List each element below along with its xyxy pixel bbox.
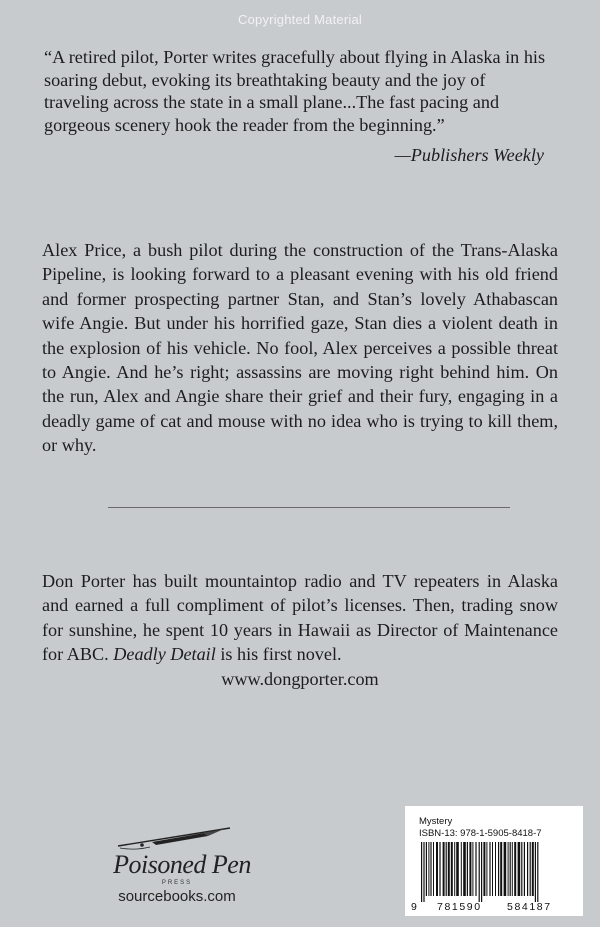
- bio-book-title: Deadly Detail: [113, 644, 216, 665]
- barcode-digits-left: 781590: [437, 901, 482, 913]
- review-quote: “A retired pilot, Porter writes gracefully about flying in Alaska in his soaring debut, evoking its breathtaking beauty and the joy of traveling across the state in a small plane...The fast pacing and gorgeous scenery hook the reader from the beginning.”: [44, 47, 546, 135]
- publisher-press-label: PRESS: [161, 880, 193, 886]
- barcode-digit-lead: 9: [411, 901, 417, 913]
- book-synopsis: Alex Price, a bush pilot during the construction of the Trans-Alaska Pipeline, is looking forward to a pleasant evening with his old friend and former prospecting partner Stan, and Stan’s lovely Athabascan wife Angie. But under his horrified gaze, Stan dies a violent death in the explosion of his vehicle. No fool, Alex perceives a possible threat to Angie. And he’s right; assassins are moving right behind him. On the run, Alex and Angie share their grief and their fury, engaging in a deadly game of cat and mouse with no idea who is trying to kill them, or why.: [42, 240, 558, 456]
- divider: [108, 507, 510, 508]
- author-bio: [42, 569, 558, 667]
- copyright-watermark: Copyrighted Material: [238, 12, 362, 27]
- barcode-digits-right: 584187: [507, 901, 552, 913]
- review-attribution: —Publishers Weekly: [394, 145, 544, 165]
- bio-text-after: is his first novel.: [215, 644, 342, 665]
- barcode-panel: [405, 806, 583, 916]
- publisher-url: sourcebooks.com: [118, 888, 236, 905]
- publisher-logo: [92, 824, 262, 904]
- isbn-label: ISBN-13: 978-1-5905-8418-7: [419, 828, 542, 839]
- author-website: www.dongporter.com: [221, 669, 379, 689]
- barcode-icon: [419, 842, 577, 902]
- genre-label: Mystery: [419, 816, 453, 827]
- bio-text-before: Don Porter has built mountaintop radio and TV repeaters in Alaska and earned a full compliment of pilot’s licenses. Then, trading snow for sunshine, he spent 10 years in Hawaii as Director of Maintenance for ABC.: [42, 571, 558, 665]
- publisher-logo-text: Poisoned Pen: [113, 850, 251, 879]
